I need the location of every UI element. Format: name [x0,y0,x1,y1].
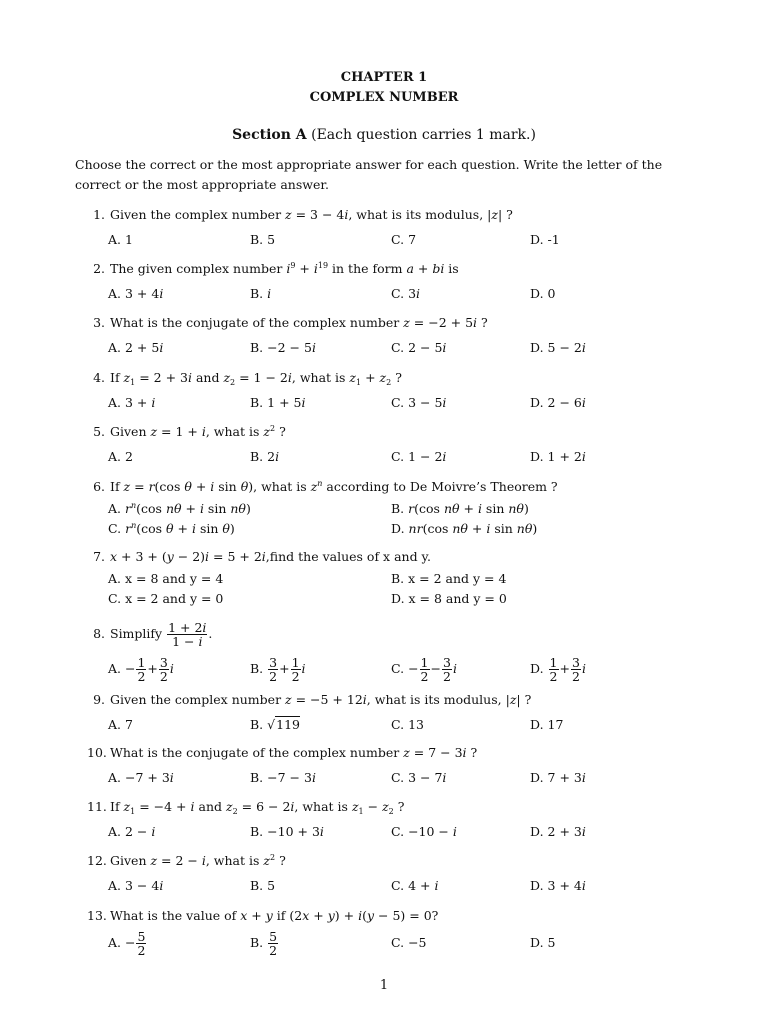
option-c: C. 2 − 5i [391,340,447,355]
option-d: D. -1 [530,232,560,247]
option-b: B. $\frac{3}{2}$ + $\frac{1}{2}$ i [250,655,306,684]
option-c: C. −5 [391,935,427,950]
option-a: A. x = 8 and y = 4 [108,571,224,586]
option-d: D. nr(cos nθ + i sin nθ) [391,521,538,536]
question-text: What is the conjugate of the complex number z = 7 − 3i ? [110,745,478,760]
question-text: If z = r(cos θ + i sin θ), what is $z^n$ according to De Moivre’s Theorem ? [110,479,558,494]
option-d: D. 5 [530,935,556,950]
question-text: x + 3 + (y − 2)i = 5 + 2i,find the values of x and y. [110,549,431,564]
option-b: B. 5 [250,878,276,893]
question-number: 9. [93,692,105,707]
question-number: 7. [93,549,105,564]
question-number: 8. [93,626,105,641]
question-number: 6. [93,479,105,494]
option-a: A. $r^n(\cos$ nθ + i sin nθ) [108,501,251,516]
question-2 [87,259,707,304]
option-b: B. x = 2 and y = 4 [391,571,507,586]
option-c: C. 4 + i [391,878,439,893]
question-8 [87,618,707,684]
question-1 [87,205,707,250]
option-d: D. x = 8 and y = 0 [391,591,507,606]
option-a: A. 2 + 5i [108,340,164,355]
question-text: Given z = 2 − i, what is $z^2$ ? [110,853,286,868]
option-a: A. 3 + 4i [108,286,164,301]
question-7 [87,547,707,609]
question-number: 10. [87,745,107,760]
question-9 [87,690,707,735]
question-text: The given complex number $i^9 + i^{19}$ in the form a + bi is [110,261,459,276]
option-a: A. −7 + 3i [108,770,174,785]
question-12 [87,851,707,896]
option-c: C. −10 − i [391,824,457,839]
option-b: B. r(cos nθ + i sin nθ) [391,501,529,516]
option-c: C. 13 [391,717,424,732]
question-number: 2. [93,261,105,276]
option-a: A. 3 + i [108,395,156,410]
question-text: Given z = 1 + i, what is $z^2$ ? [110,424,286,439]
question-number: 1. [93,207,105,222]
page-number: 1 [379,978,389,993]
section-label: Section A [232,127,307,143]
option-b: B. −7 − 3i [250,770,316,785]
option-d: D. 1 + 2i [530,449,586,464]
option-c: C. 7 [391,232,417,247]
instructions: Choose the correct or the most appropriate answer for each question. Write the letter of the correct or the most appropriate answer. [75,157,663,192]
option-a: A. 1 [108,232,133,247]
question-13 [87,906,707,958]
option-d: D. 0 [530,286,556,301]
option-c: C. − $\frac{1}{2}$ − $\frac{3}{2}$ i [391,655,457,684]
option-b: B. √119 [250,717,300,732]
question-number: 12. [87,853,107,868]
option-b: B. 2i [250,449,280,464]
option-c: C. x = 2 and y = 0 [108,591,224,606]
question-number: 4. [93,370,105,385]
section-heading [0,127,768,143]
option-d: D. 3 + 4i [530,878,586,893]
question-number: 5. [93,424,105,439]
option-c: C. $r^n(\cos$ θ + i sin θ) [108,521,235,536]
question-number: 13. [87,908,107,923]
chapter-heading: CHAPTER 1 [340,70,428,85]
option-a: A. 2 − i [108,824,156,839]
option-a: A. 3 − 4i [108,878,164,893]
question-text: If $z_1 = 2 + 3i$ and $z_2 = 1 - 2i$, what is $z_1 + z_2$ ? [110,370,402,387]
option-b: B. 5 [250,232,276,247]
question-11 [87,797,707,842]
option-a: A. − $\frac{1}{2}$ + $\frac{3}{2}$ i [108,655,174,684]
option-b: B. 1 + 5i [250,395,306,410]
question-text: Given the complex number z = 3 − 4i, what is its modulus, |z| ? [110,207,513,222]
question-text: If $z_1 = -4 + i$ and $z_2 = 6 - 2i$, what is $z_1 - z_2$ ? [110,799,405,816]
option-d: D. 17 [530,717,564,732]
question-text: What is the value of x + y if (2x + y) + i(y − 5) = 0? [110,908,439,923]
option-d: D. 2 − 6i [530,395,586,410]
option-b: B. $\frac{5}{2}$ [250,929,278,958]
option-a: A. − $\frac{5}{2}$ [108,929,146,958]
question-text: Simplify $\frac{1 + 2i}{1 - i}$ . [110,620,213,649]
question-4 [87,368,707,413]
option-d: D. $\frac{1}{2}$ + $\frac{3}{2}$ i [530,655,586,684]
option-c: C. 3i [391,286,421,301]
question-6 [87,477,707,539]
question-3 [87,313,707,358]
option-b: B. −10 + 3i [250,824,324,839]
question-number: 3. [93,315,105,330]
option-d: D. 5 − 2i [530,340,586,355]
section-note: (Each question carries 1 mark.) [311,127,536,143]
option-b: B. i [250,286,272,301]
option-b: B. −2 − 5i [250,340,316,355]
option-d: D. 7 + 3i [530,770,586,785]
question-text: Given the complex number z = −5 + 12i, what is its modulus, |z| ? [110,692,532,707]
option-c: C. 3 − 7i [391,770,447,785]
option-c: C. 3 − 5i [391,395,447,410]
question-text: What is the conjugate of the complex number z = −2 + 5i ? [110,315,488,330]
chapter-topic: COMPLEX NUMBER [309,90,459,105]
option-a: A. 2 [108,449,133,464]
question-5 [87,422,707,467]
question-10 [87,743,707,788]
option-c: C. 1 − 2i [391,449,447,464]
question-number: 11. [87,799,107,814]
option-a: A. 7 [108,717,133,732]
option-d: D. 2 + 3i [530,824,586,839]
